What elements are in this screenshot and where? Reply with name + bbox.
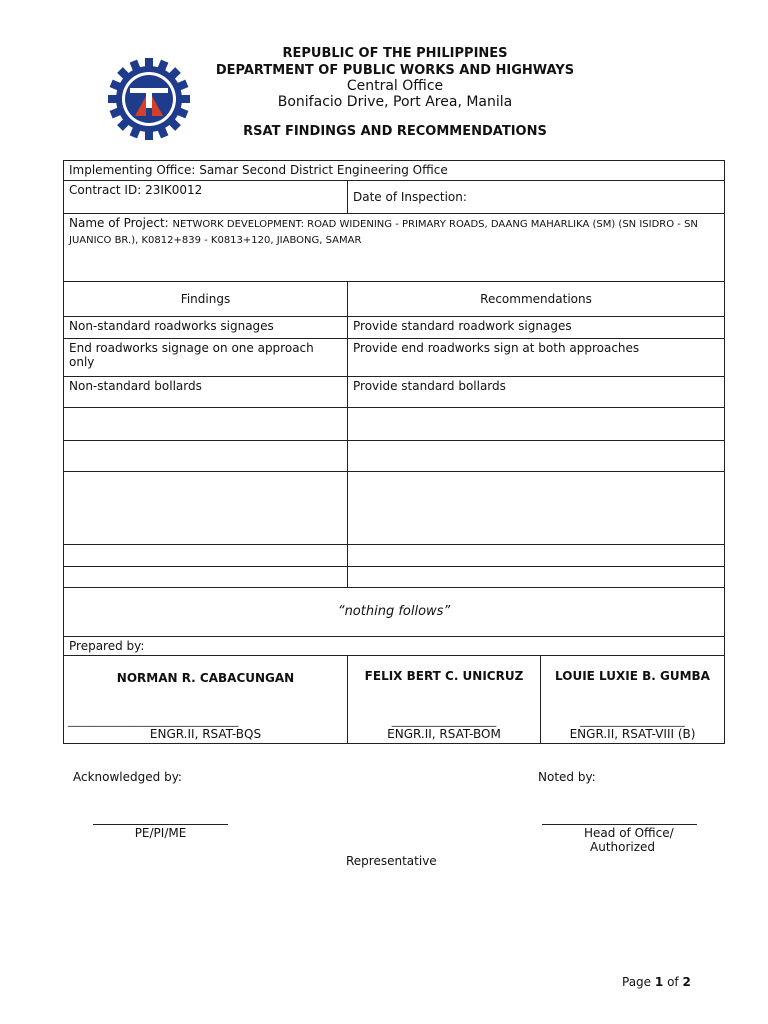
of-word: of: [667, 975, 679, 989]
signatory-name: LOUIE LUXIE B. GUMBA: [555, 669, 710, 683]
signatory-title: ENGR.II, RSAT-VIII (B): [569, 727, 696, 741]
table-row-empty: [64, 441, 725, 472]
finding-cell: End roadworks signage on one approach only: [64, 339, 348, 377]
signatory-name: NORMAN R. CABACUNGAN: [116, 671, 295, 685]
noted-title-1: Head of Office/: [584, 826, 674, 840]
signature-line: _______________________________: [68, 714, 239, 727]
project-cell: [64, 214, 725, 282]
findings-form: [63, 160, 725, 744]
page-number: [622, 975, 691, 989]
recommendation-cell: Provide standard roadwork signages: [348, 317, 725, 339]
noted-title-2: Authorized: [590, 840, 656, 854]
prepared-by-label: Prepared by:: [64, 637, 725, 656]
signatory-1: [64, 656, 348, 744]
recommendations-header: Recommendations: [348, 282, 725, 317]
representative-label: Representative: [346, 854, 437, 868]
signatory-title: ENGR.II, RSAT-BOM: [387, 727, 501, 741]
signatory-name: FELIX BERT C. UNICRUZ: [364, 669, 524, 683]
header-republic: REPUBLIC OF THE PHILIPPINES: [282, 46, 508, 61]
implementing-office: Implementing Office: Samar Second District Engineering Office: [64, 161, 725, 181]
recommendation-cell: Provide end roadworks sign at both approaches: [348, 339, 725, 377]
form-title: RSAT FINDINGS AND RECOMMENDATIONS: [243, 124, 547, 139]
finding-cell: Non-standard roadworks signages: [64, 317, 348, 339]
acknowledged-signature-line: [93, 824, 228, 825]
noted-by-label: Noted by:: [538, 770, 596, 784]
header-department: DEPARTMENT OF PUBLIC WORKS AND HIGHWAYS: [215, 63, 575, 78]
contract-id: Contract ID: 23IK0012: [64, 181, 348, 214]
page-total: 2: [682, 975, 691, 989]
signatory-2: [348, 656, 541, 744]
table-row: [64, 317, 725, 339]
nothing-follows: “nothing follows”: [64, 588, 725, 637]
table-row-empty: [64, 567, 725, 588]
noted-signature-line: [542, 824, 697, 825]
table-row: [64, 339, 725, 377]
findings-header: Findings: [64, 282, 348, 317]
header-central-office: Central Office: [346, 78, 444, 94]
signatory-3: [541, 656, 725, 744]
project-label: Name of Project:: [69, 216, 169, 230]
finding-cell: Non-standard bollards: [64, 377, 348, 408]
acknowledged-by-label: Acknowledged by:: [73, 770, 182, 784]
date-of-inspection: Date of Inspection:: [348, 181, 725, 214]
signature-line: ___________________: [391, 714, 497, 727]
page-word: Page: [622, 975, 652, 989]
signatory-title: ENGR.II, RSAT-BQS: [149, 727, 262, 741]
table-row: [64, 377, 725, 408]
acknowledged-title: PE/PI/ME: [134, 826, 187, 840]
project-name: NETWORK DEVELOPMENT: ROAD WIDENING - PRIMARY ROADS, DAANG MAHARLIKA (SM) (SN ISIDRO - SN JUANICO BR.), K0812+839 - K0813+120, JIABONG, SAMAR: [69, 219, 698, 246]
table-row-empty: [64, 545, 725, 567]
table-row-empty: [64, 408, 725, 441]
signature-line: ___________________: [580, 714, 685, 727]
recommendation-cell: Provide standard bollards: [348, 377, 725, 408]
table-row-empty: [64, 472, 725, 545]
page-current: 1: [654, 975, 664, 989]
header-address: Bonifacio Drive, Port Area, Manila: [277, 94, 513, 110]
